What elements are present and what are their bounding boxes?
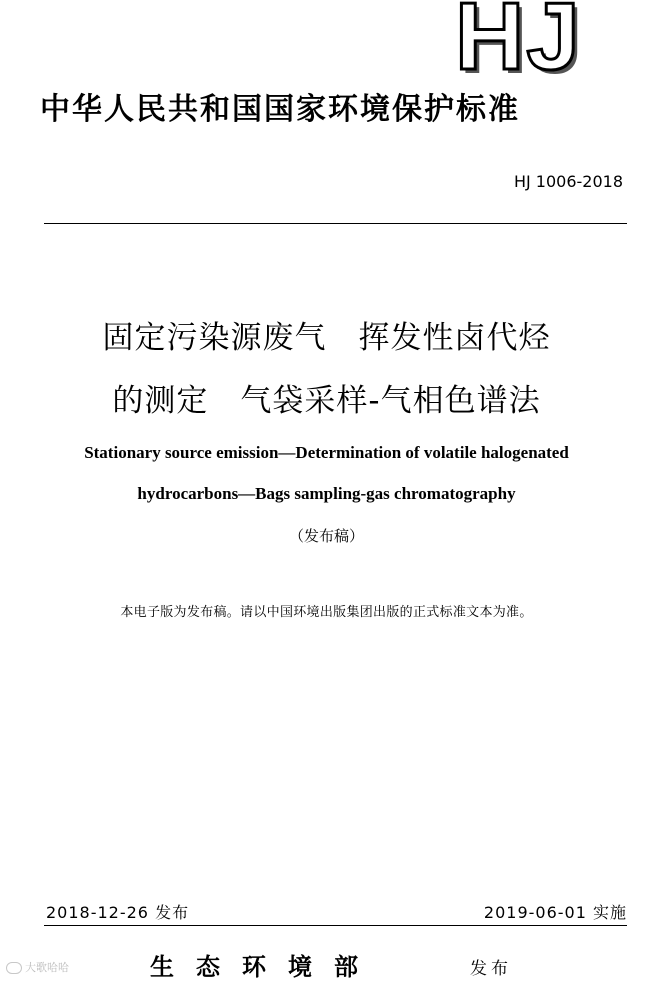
title-chinese-line-1: 固定污染源废气 挥发性卤代烃 (102, 320, 551, 356)
watermark-text: 大歌哈哈 (25, 961, 69, 974)
issuing-authority: 生态环境部 (150, 953, 380, 981)
watermark-logo-icon (6, 962, 22, 974)
title-english-line-2: hydrocarbons—Bags sampling-gas chromatography (137, 484, 516, 503)
footer-divider (44, 925, 627, 926)
effective-date: 2019-06-01 实施 (483, 903, 627, 922)
title-chinese-line-2: 的测定 气袋采样-气相色谱法 (112, 383, 541, 419)
publish-date: 2018-12-26 发布 (46, 903, 190, 922)
hj-logo: HJ (455, 0, 582, 90)
watermark (6, 960, 69, 976)
header-divider (44, 223, 627, 224)
standard-organization-title: 中华人民共和国国家环境保护标准 (40, 92, 520, 127)
issuing-authority-suffix: 发布 (470, 959, 512, 979)
release-draft-label: （发布稿） (288, 527, 364, 545)
standard-number: HJ 1006-2018 (513, 172, 623, 191)
title-english-line-1: Stationary source emission—Determination of volatile halogenated (84, 443, 569, 462)
electronic-version-disclaimer: 本电子版为发布稿。请以中国环境出版集团出版的正式标准文本为准。 (120, 605, 533, 620)
